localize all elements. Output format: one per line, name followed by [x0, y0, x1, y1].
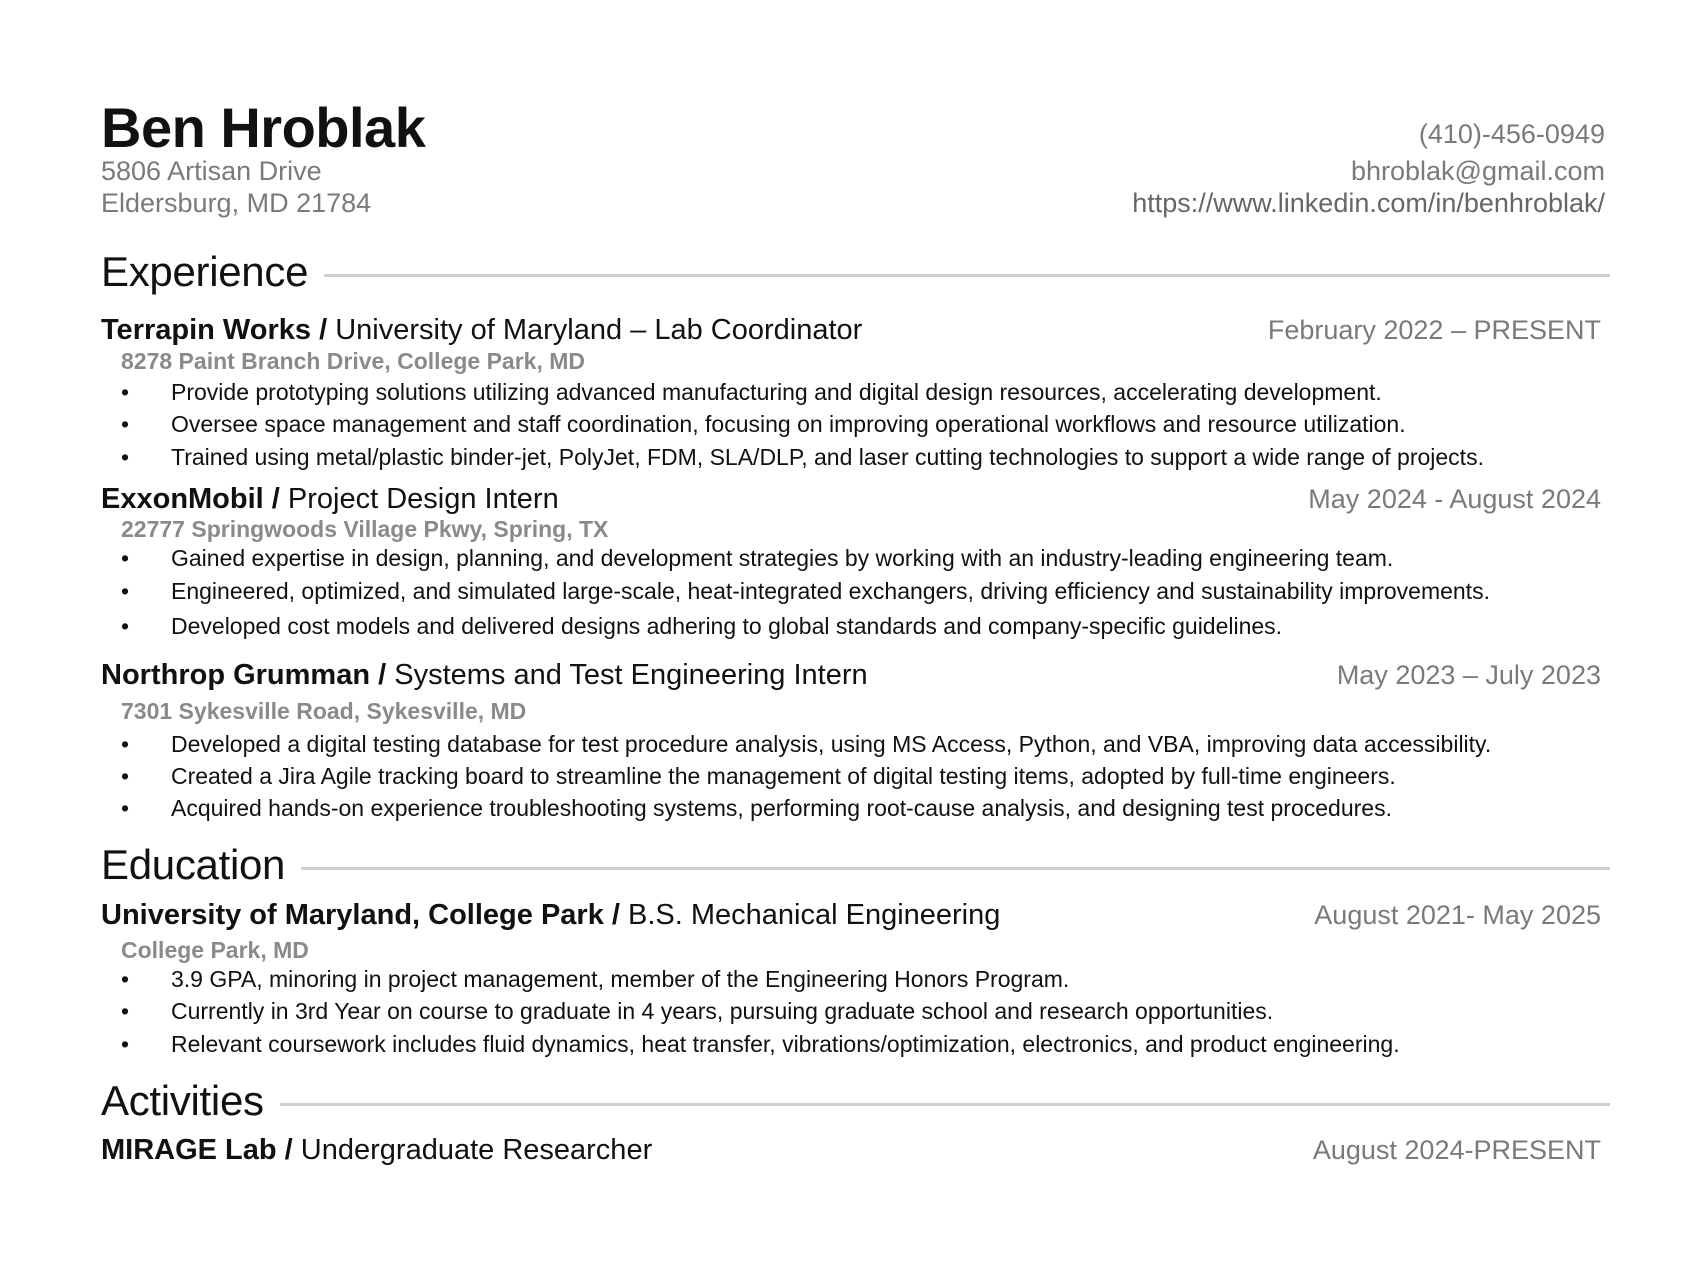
entry-date: August 2024-PRESENT [1312, 1135, 1601, 1165]
section-divider [324, 274, 1610, 277]
entry-organization: Terrapin Works [101, 314, 312, 346]
candidate-name: Ben Hroblak [101, 96, 426, 159]
entry-location: 8278 Paint Branch Drive, College Park, MD [121, 348, 586, 374]
entry-location: 22777 Springwoods Village Pkwy, Spring, TX [121, 516, 609, 542]
entry-header [101, 901, 1601, 930]
entry-header [101, 661, 1601, 690]
entry-organization: University of Maryland, College Park [101, 899, 604, 931]
bullet-item: •Relevant coursework includes fluid dynamics, heat transfer, vibrations/optimization, electronics, and product engineering. [121, 1033, 1619, 1056]
bullet-item: •Oversee space management and staff coordination, focusing on improving operational workflows and resource utilization. [121, 413, 1619, 436]
bullet-item: •Acquired hands-on experience troubleshooting systems, performing root-cause analysis, and designing test procedures. [121, 797, 1619, 820]
email-address: bhroblak@gmail.com [1350, 156, 1605, 186]
section-activities [101, 1076, 1610, 1126]
entry-separator: / [276, 1134, 301, 1166]
bullet-item: •Developed a digital testing database for test procedure analysis, using MS Access, Python, and VBA, improving data accessibility. [121, 733, 1619, 756]
phone-number: (410)-456-0949 [1418, 119, 1605, 149]
entry-role: B.S. Mechanical Engineering [628, 899, 1001, 931]
section-title: Education [101, 841, 286, 888]
entry-role: Undergraduate Researcher [300, 1134, 653, 1166]
section-divider [301, 867, 1610, 870]
entry-date: February 2022 – PRESENT [1267, 315, 1601, 345]
entry-header [101, 316, 1601, 345]
bullet-item: •Created a Jira Agile tracking board to streamline the management of digital testing items, adopted by full-time engineers. [121, 765, 1619, 788]
section-title: Experience [101, 248, 309, 295]
bullet-item: •Trained using metal/plastic binder-jet, PolyJet, FDM, SLA/DLP, and laser cutting technologies to support a wide range of projects. [121, 446, 1619, 469]
entry-date: August 2021- May 2025 [1314, 900, 1601, 930]
bullet-item: •Gained expertise in design, planning, and development strategies by working with an industry-leading engineering team. [121, 547, 1619, 570]
bullet-item: •Currently in 3rd Year on course to graduate in 4 years, pursuing graduate school and research opportunities. [121, 1000, 1619, 1023]
bullet-item: •3.9 GPA, minoring in project management, member of the Engineering Honors Program. [121, 968, 1619, 991]
entry-organization: ExxonMobil [101, 483, 264, 515]
entry-separator: / [370, 659, 395, 691]
entry-separator: / [603, 899, 628, 931]
entry-location: College Park, MD [121, 937, 309, 963]
bullet-item: •Developed cost models and delivered designs adhering to global standards and company-specific guidelines. [121, 615, 1619, 638]
entry-location: 7301 Sykesville Road, Sykesville, MD [121, 698, 527, 724]
entry-role: University of Maryland – Lab Coordinator [335, 314, 863, 346]
entry-role: Project Design Intern [287, 483, 559, 515]
entry-header [101, 1136, 1601, 1165]
entry-role: Systems and Test Engineering Intern [394, 659, 868, 691]
bullet-item: •Engineered, optimized, and simulated large-scale, heat-integrated exchangers, driving efficiency and sustainability improvements. [121, 580, 1619, 603]
section-experience [101, 247, 1610, 297]
section-divider [280, 1103, 1610, 1106]
bullet-item: •Provide prototyping solutions utilizing advanced manufacturing and digital design resources, accelerating development. [121, 381, 1619, 404]
entry-date: May 2024 - August 2024 [1308, 484, 1601, 514]
entry-organization: MIRAGE Lab [101, 1134, 277, 1166]
address-line-2: Eldersburg, MD 21784 [101, 188, 372, 218]
entry-date: May 2023 – July 2023 [1336, 660, 1601, 690]
section-education [101, 840, 1610, 890]
linkedin-url[interactable]: https://www.linkedin.com/in/benhroblak/ [1132, 188, 1605, 218]
entry-organization: Northrop Grumman [101, 659, 371, 691]
section-title: Activities [101, 1077, 264, 1124]
entry-separator: / [311, 314, 336, 346]
entry-separator: / [263, 483, 288, 515]
entry-header [101, 485, 1601, 514]
address-line-1: 5806 Artisan Drive [101, 156, 322, 186]
